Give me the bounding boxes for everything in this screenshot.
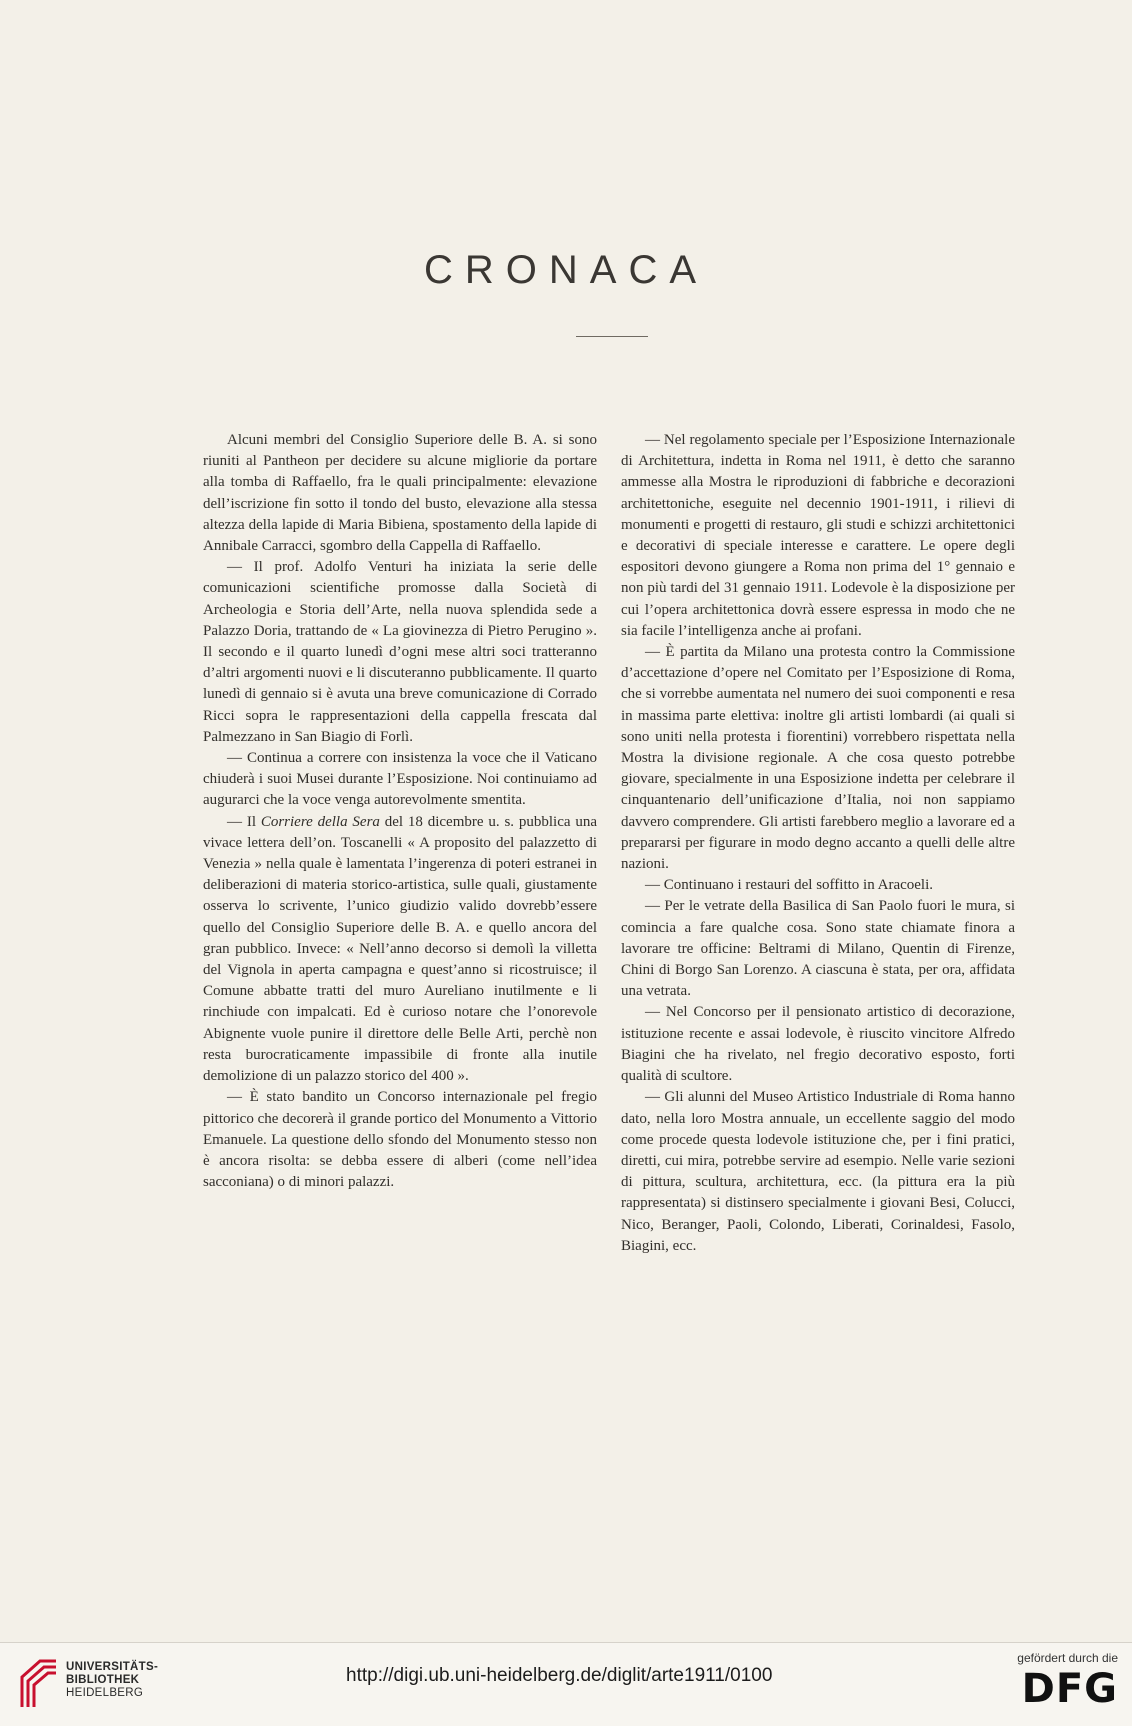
right-column [621, 430, 1015, 1257]
title-divider [576, 336, 648, 337]
sponsor-block [998, 1651, 1118, 1712]
paragraph: — Nel regolamento speciale per l’Esposizione Internazionale di Architettura, indetta in Roma nel 1911, è detto che saranno ammesse alla Mostra le riproduzioni di fabbriche e decorazioni architettoniche, eseguite nel decennio 1901-1911, i rilievi di monumenti e progetti di restauro, gli studi e schizzi architettonici e decorativi di speciale interesse e carattere. Le opere degli espositori devono giungere a Roma non prima del 1° gennaio e non più tardi del 31 gennaio 1911. Lodevole è la disposizione per cui l’opera architettonica dovrà essere espressa in modo che ne sia facile l’intelligenza anche ai profani. [621, 432, 1015, 639]
newspaper-title: Corriere della Sera [260, 813, 380, 830]
paragraph-text: del 18 dicembre u. s. pubblica una vivace lettera dell’on. Toscanelli « A proposito del palazzetto di Venezia » nella quale è lamentata l’ingerenza di poteri estranei in deliberazioni di materia storico-artistica, sulle quali, giustamente osserva lo scrivente, l’unico giudizio valido dovrebb’essere quello del Consiglio Superiore delle B. A. e quello ancora del gran pubblico. Invece: « Nell’anno decorso si demolì la villetta del Vignola in aperta campagna e quest’anno si ricostruisce; il Comune abbatte tratti del muro Aureliano inutilmente e li rinchiude con impalcati. Ed è curioso notare che l’onorevole Abignente vuole punire il direttore delle Belle Arti, perchè non resta burocraticamente impassibile di fronte alla inutile demolizione di un palazzo storico del 400 ». [203, 813, 597, 1085]
page-title: CRONACA [423, 248, 709, 292]
paragraph: — È partita da Milano una protesta contro la Commissione d’accettazione d’opere nel Comitato per l’Esposizione di Roma, che si vorrebbe aumentata nel numero dei suoi componenti e resa in massima parte elettiva: inoltre gli artisti lombardi (ai quali si sono uniti nella protesta i fiorentini) vorrebbero rispettata nella Mostra la divisione regionale. A che cosa questo potrebbe giovare, specialmente in una Esposizione indetta per celebrare il cinquantenario dell’unificazione d’Italia, noi non sappiamo davvero comprendere. Gli artisti farebbero meglio a lavorare ed a prepararsi per figurare in modo degno accanto a quelli delle altre nazioni. [621, 644, 1015, 873]
paragraph: Alcuni membri del Consiglio Superiore delle B. A. si sono riuniti al Pantheon per decidere su alcune migliorie da portare alla tomba di Raffaello, fra le quali principalmente: elevazione dell’iscrizione fin sotto il tondo del busto, elevazione alla stessa altezza della lapide di Maria Bibiena, spostamento della lapide di Annibale Carracci, sgombro della Cappella di Raffaello. [203, 432, 597, 555]
paragraph: — Continuano i restauri del soffitto in Aracoeli. [645, 877, 934, 894]
paragraph-text: — Il [227, 813, 261, 830]
permalink-url[interactable]: http://digi.ub.uni-heidelberg.de/diglit/arte1911/0100 [346, 1665, 773, 1686]
paragraph: — Nel Concorso per il pensionato artistico di decorazione, istituzione recente e assai lodevole, è riuscito vincitore Alfredo Biagini che ha rivelato, nel fregio decorativo esposto, forti qualità di scultore. [621, 1004, 1015, 1085]
library-name-line: BIBLIOTHEK [66, 1674, 140, 1686]
paragraph: — Per le vetrate della Basilica di San Paolo fuori le mura, si comincia a fare qualche cosa. Sono state chiamate finora a lavorare tre officine: Beltrami di Milano, Quentin di Firenze, Chini di Borgo San Lorenzo. A ciascuna è stata, per ora, affidata una vetrata. [621, 898, 1015, 1000]
sponsor-label: gefördert durch die [1017, 1651, 1118, 1665]
paragraph: — Il prof. Adolfo Venturi ha iniziata la serie delle comunicazioni scientifiche promosse dalla Società di Archeologia e Storia dell’Arte, nella nuova splendida sede a Palazzo Doria, trattando de « La giovinezza di Pietro Perugino ». Il secondo e il quarto lunedì d’ogni mese altri soci tratteranno d’altri argomenti nuovi e li discuteranno pubblicamente. Il quarto lunedì di gennaio si è avuta una breve comunicazione di Corrado Ricci sopra le rappresentazioni della cappella frescata dal Palmezzano in San Biagio di Forlì. [203, 559, 597, 745]
paragraph: — Gli alunni del Museo Artistico Industriale di Roma hanno dato, nella loro Mostra annuale, un eccellente saggio del modo come procede questa lodevole istituzione che, per i fini pratici, diretti, cui mira, potrebbe servire ad esempio. Nelle varie sezioni di pittura, scultura, architettura, ecc. (la pittura era la più rappresentata) si distinsero specialmente i giovani Besi, Colucci, Nico, Beranger, Paoli, Colondo, Liberati, Corinaldesi, Fasolo, Biagini, ecc. [621, 1089, 1015, 1254]
university-library-logo-icon [18, 1655, 60, 1713]
library-name [66, 1661, 158, 1700]
left-column [203, 430, 597, 1193]
footer-bar [0, 1642, 1132, 1726]
paragraph: — Continua a correre con insistenza la voce che il Vaticano chiuderà i suoi Musei durante l’Esposizione. Noi continuiamo ad augurarci che la voce venga autorevolmente smentita. [203, 750, 597, 809]
paragraph: — È stato bandito un Concorso internazionale pel fregio pittorico che decorerà il grande portico del Monumento a Vittorio Emanuele. La questione dello sfondo del Monumento stesso non è ancora risolta: se debba essere di alberi (come nell’idea sacconiana) o di minori palazzi. [203, 1089, 597, 1191]
library-name-line: UNIVERSITÄTS- [66, 1661, 159, 1673]
paragraph [203, 812, 597, 1088]
dfg-logo: DFG [1021, 1666, 1118, 1712]
library-name-line: HEIDELBERG [66, 1687, 144, 1699]
